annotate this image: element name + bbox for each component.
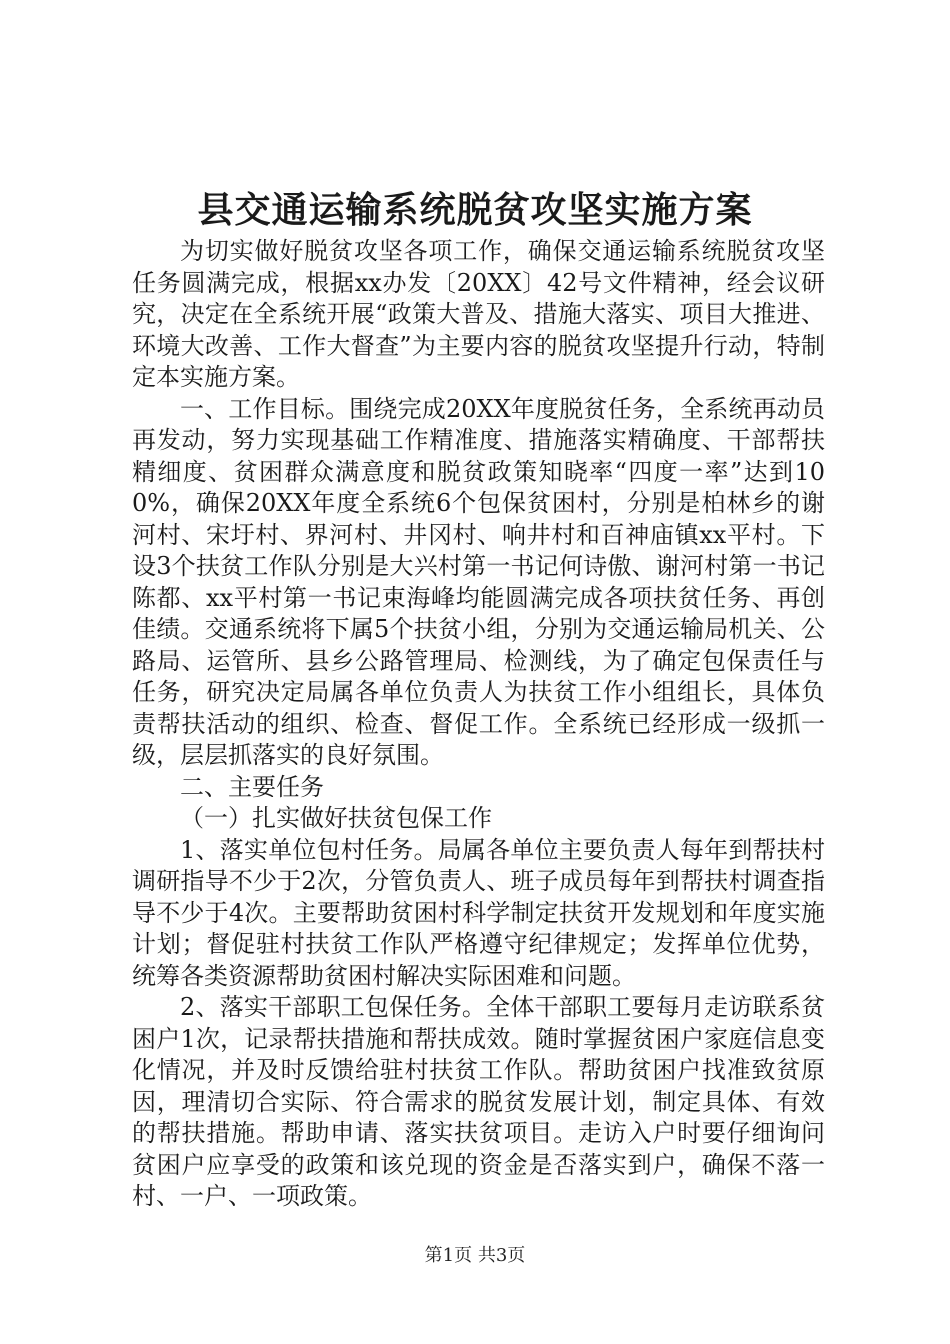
page-number-footer: 第1页 共3页 — [424, 1245, 526, 1266]
section-heading-main-tasks: 二、主要任务 — [180, 772, 324, 801]
task-item-1: 1、落实单位包村任务。局属各单位主要负责人每年到帮扶村调研指导不少于2次，分管负责人、班子成员每年到帮扶村调查指导不少于4次。主要帮助贫困村科学制定扶贫开发规划和年度实施计划；督促驻村扶贫工作队严格遵守纪律规定；发挥单位优势，统筹各类资源帮助贫困村解决实际困难和问题。 — [132, 835, 825, 990]
document-title: 县交通运输系统脱贫攻坚实施方案 — [197, 189, 753, 231]
subsection-heading-1: （一）扎实做好扶贫包保工作 — [180, 804, 492, 832]
intro-paragraph: 为切实做好脱贫攻坚各项工作，确保交通运输系统脱贫攻坚任务圆满完成，根据xx办发〔20XX〕42号文件精神，经会议研究，决定在全系统开展“政策大普及、措施大落实、项目大推进、环境大改善、工作大督查”为主要内容的脱贫攻坚提升行动，特制定本实施方案。 — [132, 237, 825, 391]
document-body — [132, 236, 825, 1213]
section-work-goals: 一、工作目标。围绕完成20XX年度脱贫任务，全系统再动员再发动，努力实现基础工作精准度、措施落实精确度、干部帮扶精细度、贫困群众满意度和脱贫政策知晓率“四度一率”达到100%，确保20XX年度全系统6个包保贫困村，分别是柏林乡的谢河村、宋圩村、界河村、井冈村、响井村和百神庙镇xx平村。下设3个扶贫工作队分别是大兴村第一书记何诗傲、谢河村第一书记陈都、xx平村第一书记束海峰均能圆满完成各项扶贫任务、再创佳绩。交通系统将下属5个扶贫小组，分别为交通运输局机关、公路局、运管所、县乡公路管理局、检测线，为了确定包保责任与任务，研究决定局属各单位负责人为扶贫工作小组组长，具体负责帮扶活动的组织、检查、督促工作。全系统已经形成一级抓一级，层层抓落实的良好氛围。 — [132, 394, 825, 769]
task-item-2: 2、落实干部职工包保任务。全体干部职工要每月走访联系贫困户1次，记录帮扶措施和帮扶成效。随时掌握贫困户家庭信息变化情况，并及时反馈给驻村扶贫工作队。帮助贫困户找准致贫原因，理清切合实际、符合需求的脱贫发展计划，制定具体、有效的帮扶措施。帮助申请、落实扶贫项目。走访入户时要仔细询问贫困户应享受的政策和该兑现的资金是否落实到户，确保不落一村、一户、一项政策。 — [132, 993, 825, 1210]
